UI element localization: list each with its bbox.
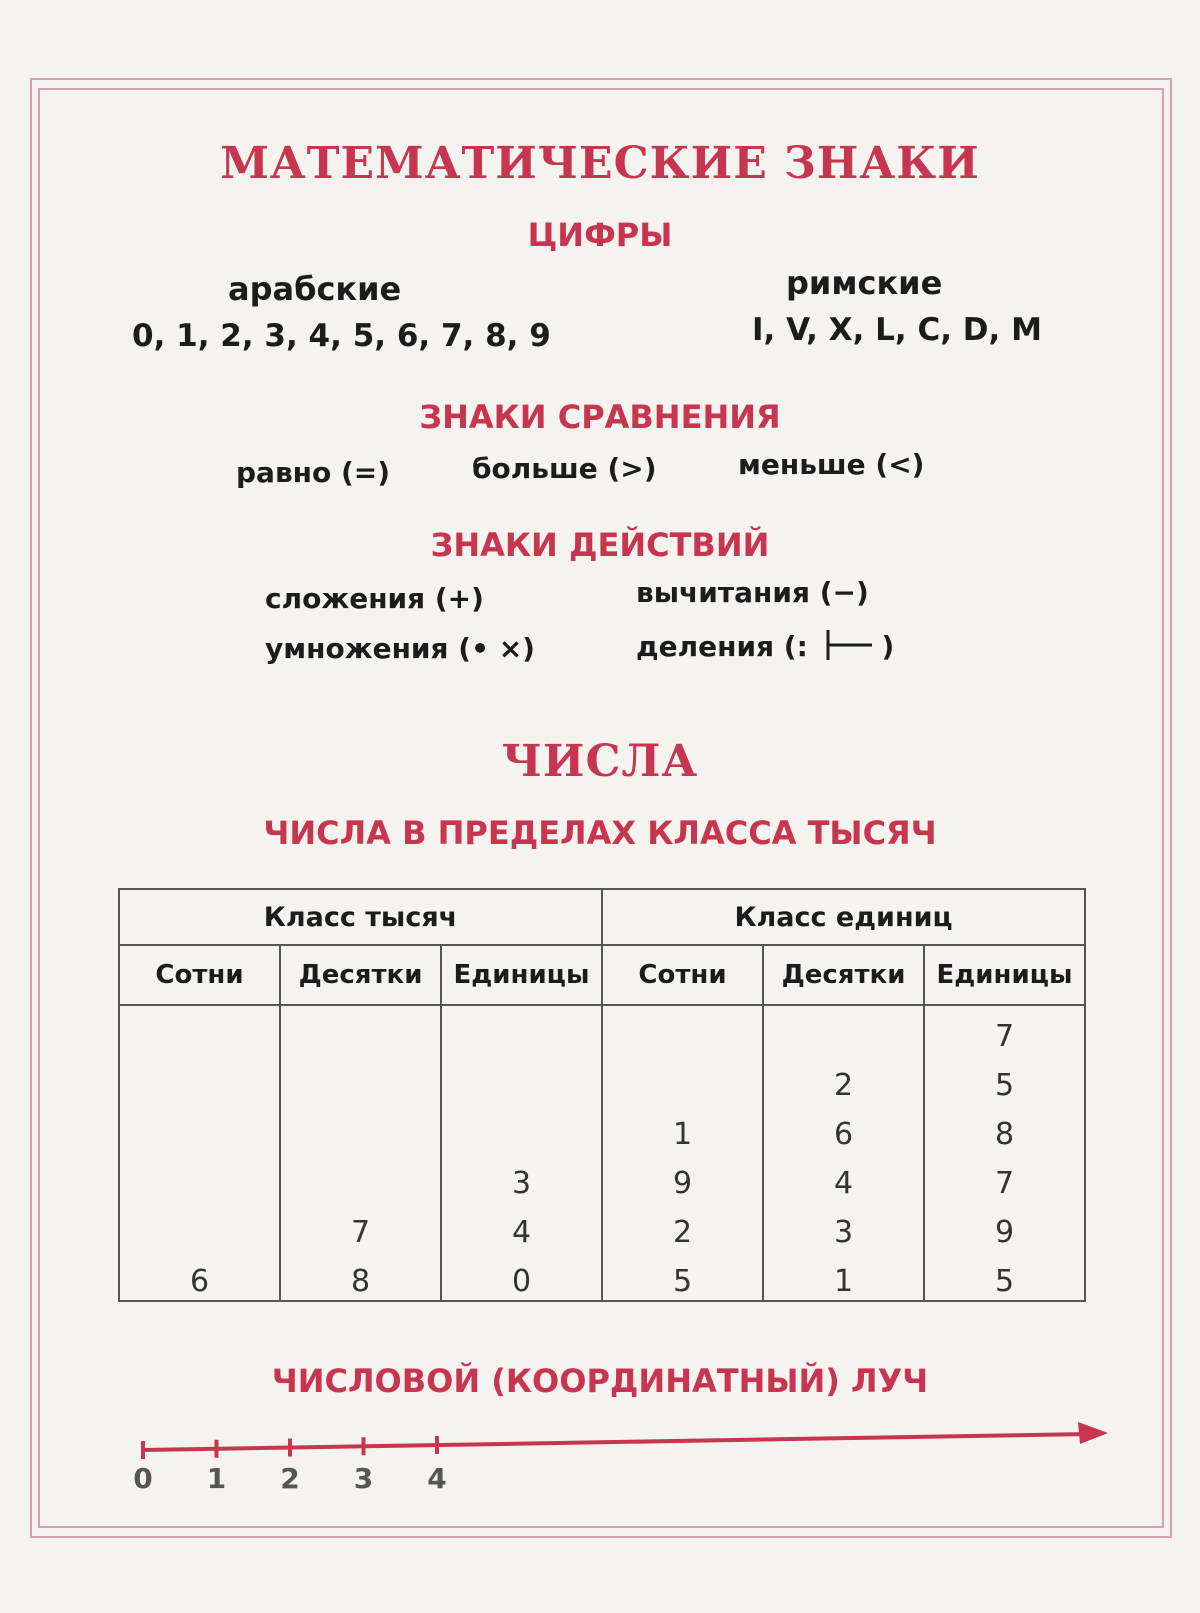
column-header: Сотни: [602, 945, 763, 1005]
table-cell: 9: [672, 1166, 693, 1201]
ray-tick-label: 0: [133, 1462, 153, 1495]
ray-arrowhead-icon: [1078, 1422, 1108, 1444]
table-cell: 1: [672, 1117, 693, 1152]
table-cell: 5: [994, 1068, 1015, 1103]
table-cell: [764, 1012, 923, 1061]
table-cell: 7: [350, 1215, 371, 1250]
operation-addition: сложения (+): [265, 582, 484, 615]
long-division-icon: [822, 628, 878, 662]
table-cell: [120, 1012, 279, 1061]
table-cell: 4: [833, 1166, 854, 1201]
table-cell: 2: [833, 1068, 854, 1103]
table-cell: 7: [994, 1166, 1015, 1201]
table-cell: [281, 1159, 440, 1208]
signs-title: МАТЕМАТИЧЕСКИЕ ЗНАКИ: [220, 138, 980, 189]
table-cell: [281, 1012, 440, 1061]
table-cell: 6: [833, 1117, 854, 1152]
column-cell: [924, 1005, 1085, 1301]
operations-heading: ЗНАКИ ДЕЙСТВИЙ: [430, 526, 770, 564]
ray-tick-label: 4: [427, 1462, 447, 1495]
roman-digits: I, V, X, L, C, D, M: [752, 312, 1042, 348]
table-cell: [281, 1110, 440, 1159]
table-cell: [442, 1061, 601, 1110]
table-cell: [603, 1061, 762, 1110]
roman-label: римские: [786, 264, 943, 302]
table-cell: 5: [994, 1264, 1015, 1299]
table-cell: 3: [511, 1166, 532, 1201]
page-border-inner: [38, 88, 1164, 1528]
class-thousands-header: Класс тысяч: [119, 889, 602, 945]
table-cell: 0: [511, 1264, 532, 1299]
comparison-equal: равно (=): [236, 456, 391, 489]
table-cell: 2: [672, 1215, 693, 1250]
comparison-heading: ЗНАКИ СРАВНЕНИЯ: [419, 398, 781, 436]
place-value-table: [118, 888, 1086, 1302]
ray-tick-label: 2: [280, 1462, 300, 1495]
column-cell: [441, 1005, 602, 1301]
table-cell: 1: [833, 1264, 854, 1299]
table-cell: 4: [511, 1215, 532, 1250]
column-header: Единицы: [441, 945, 602, 1005]
table-cell: [120, 1208, 279, 1257]
ray-title: ЧИСЛОВОЙ (КООРДИНАТНЫЙ) ЛУЧ: [271, 1362, 929, 1400]
number-ray: [0, 1400, 1200, 1460]
ray-tick-label: 1: [206, 1462, 227, 1495]
table-cell: [442, 1110, 601, 1159]
table-cell: [120, 1061, 279, 1110]
column-header: Единицы: [924, 945, 1085, 1005]
table-cell: [442, 1012, 601, 1061]
ray-line: [143, 1434, 1090, 1450]
column-cell: [119, 1005, 280, 1301]
division-colon: :: [796, 630, 808, 663]
operation-subtraction: вычитания (−): [636, 576, 869, 609]
table-cell: [120, 1110, 279, 1159]
table-cell: [120, 1159, 279, 1208]
table-cell: 8: [994, 1117, 1015, 1152]
column-cell: [763, 1005, 924, 1301]
table-cell: [281, 1061, 440, 1110]
table-cell: 7: [994, 1019, 1015, 1054]
comparison-greater: больше (>): [472, 452, 657, 485]
table-cell: 6: [189, 1264, 210, 1299]
comparison-less: меньше (<): [738, 448, 925, 481]
table-cell: 8: [350, 1264, 371, 1299]
division-word: деления (: [636, 630, 797, 663]
column-header: Сотни: [119, 945, 280, 1005]
numbers-subtitle: ЧИСЛА В ПРЕДЕЛАХ КЛАССА ТЫСЯЧ: [263, 814, 937, 852]
table-cell: 3: [833, 1215, 854, 1250]
digits-heading: ЦИФРЫ: [527, 216, 673, 254]
class-units-header: Класс единиц: [602, 889, 1085, 945]
column-cell: [280, 1005, 441, 1301]
operation-division: [636, 628, 894, 663]
table-cell: [603, 1012, 762, 1061]
arabic-label: арабские: [228, 270, 402, 308]
ray-tick-label: 3: [353, 1462, 374, 1495]
table-cell: 5: [672, 1264, 693, 1299]
operation-multiplication: умножения (• ×): [265, 632, 535, 665]
column-header: Десятки: [763, 945, 924, 1005]
numbers-title: ЧИСЛА: [501, 736, 699, 787]
column-header: Десятки: [280, 945, 441, 1005]
arabic-digits: 0, 1, 2, 3, 4, 5, 6, 7, 8, 9: [132, 318, 551, 354]
column-cell: [602, 1005, 763, 1301]
division-close: ): [881, 630, 895, 663]
table-cell: 9: [994, 1215, 1015, 1250]
